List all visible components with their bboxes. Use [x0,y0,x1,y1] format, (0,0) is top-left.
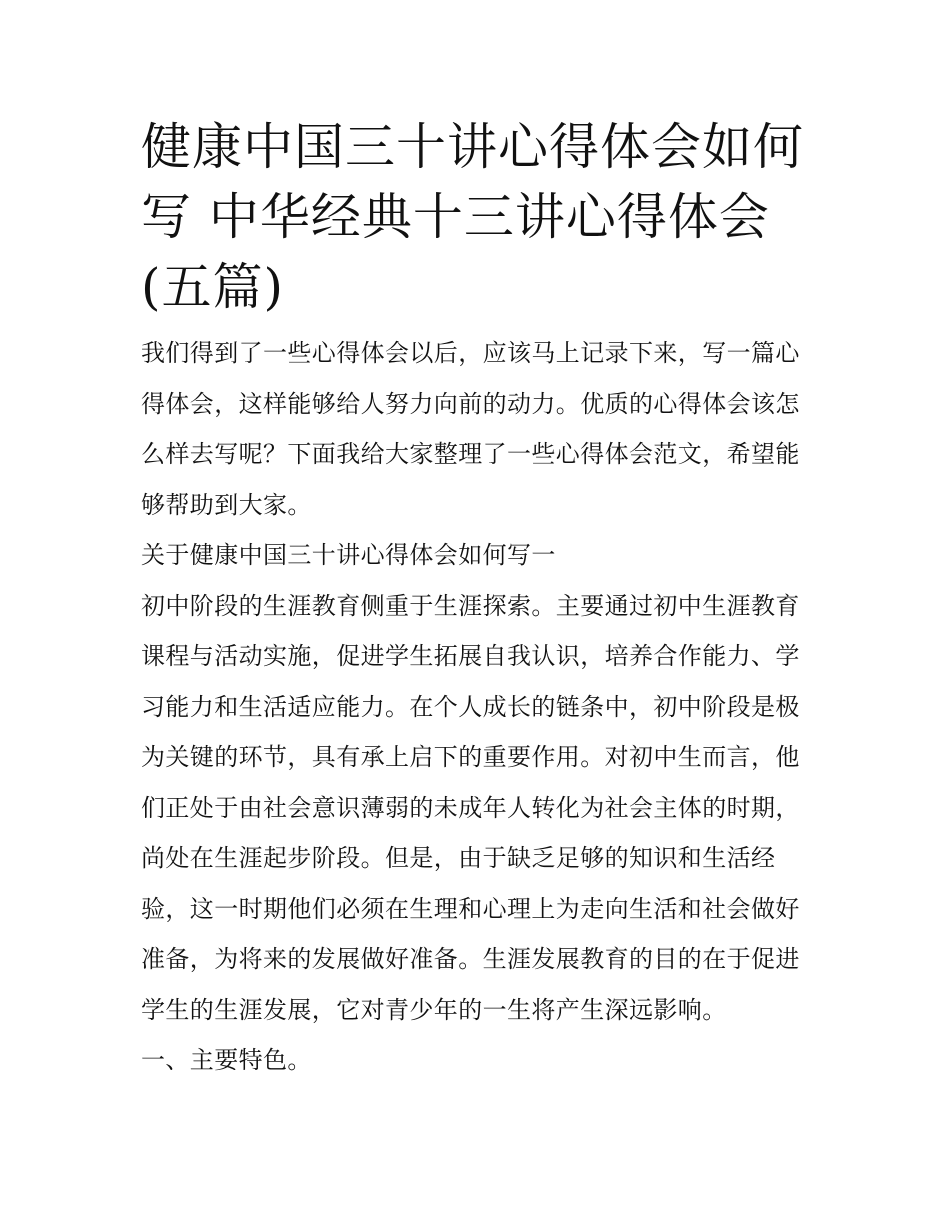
text-line: 么样去写呢？下面我给大家整理了一些心得体会范文，希望能 [141,440,800,468]
text-line: 课程与活动实施，促进学生拓展自我认识，培养合作能力、学 [141,642,800,670]
text-line: 得体会，这样能够给人努力向前的动力。优质的心得体会该怎 [141,389,800,418]
document-body [141,328,813,1086]
text-line: 我们得到了一些心得体会以后，应该马上记录下来，写一篇心 [141,339,800,367]
text-line: 准备，为将来的发展做好准备。生涯发展教育的目的在于促进 [141,945,800,973]
title-line: 健康中国三十讲心得体会如何 [141,118,804,176]
text-line: 为关键的环节，具有承上启下的重要作用。对初中生而言，他 [141,743,800,771]
title-line: 写 中华经典十三讲心得体会 [141,188,770,246]
text-line: 尚处在生涯起步阶段。但是，由于缺乏足够的知识和生活经 [141,844,776,872]
text-line: 验，这一时期他们必须在生理和心理上为走向生活和社会做好 [141,894,800,923]
section-heading [141,530,813,581]
subheading [141,1035,813,1086]
text-line: 初中阶段的生涯教育侧重于生涯探索。主要通过初中生涯教育 [141,591,800,620]
body-paragraph [141,581,813,1036]
document-title [141,112,813,322]
section-heading-text: 关于健康中国三十讲心得体会如何写一 [141,541,556,569]
text-line: 学生的生涯发展，它对青少年的一生将产生深远影响。 [141,995,727,1024]
text-line: 够帮助到大家。 [141,490,312,519]
document-page [141,112,813,1086]
title-line: (五篇) [141,258,285,316]
text-line: 习能力和生活适应能力。在个人成长的链条中，初中阶段是极 [141,692,800,721]
text-line: 们正处于由社会意识薄弱的未成年人转化为社会主体的时期， [141,793,800,822]
intro-paragraph [141,328,813,530]
subheading-text: 一、主要特色。 [141,1046,312,1074]
